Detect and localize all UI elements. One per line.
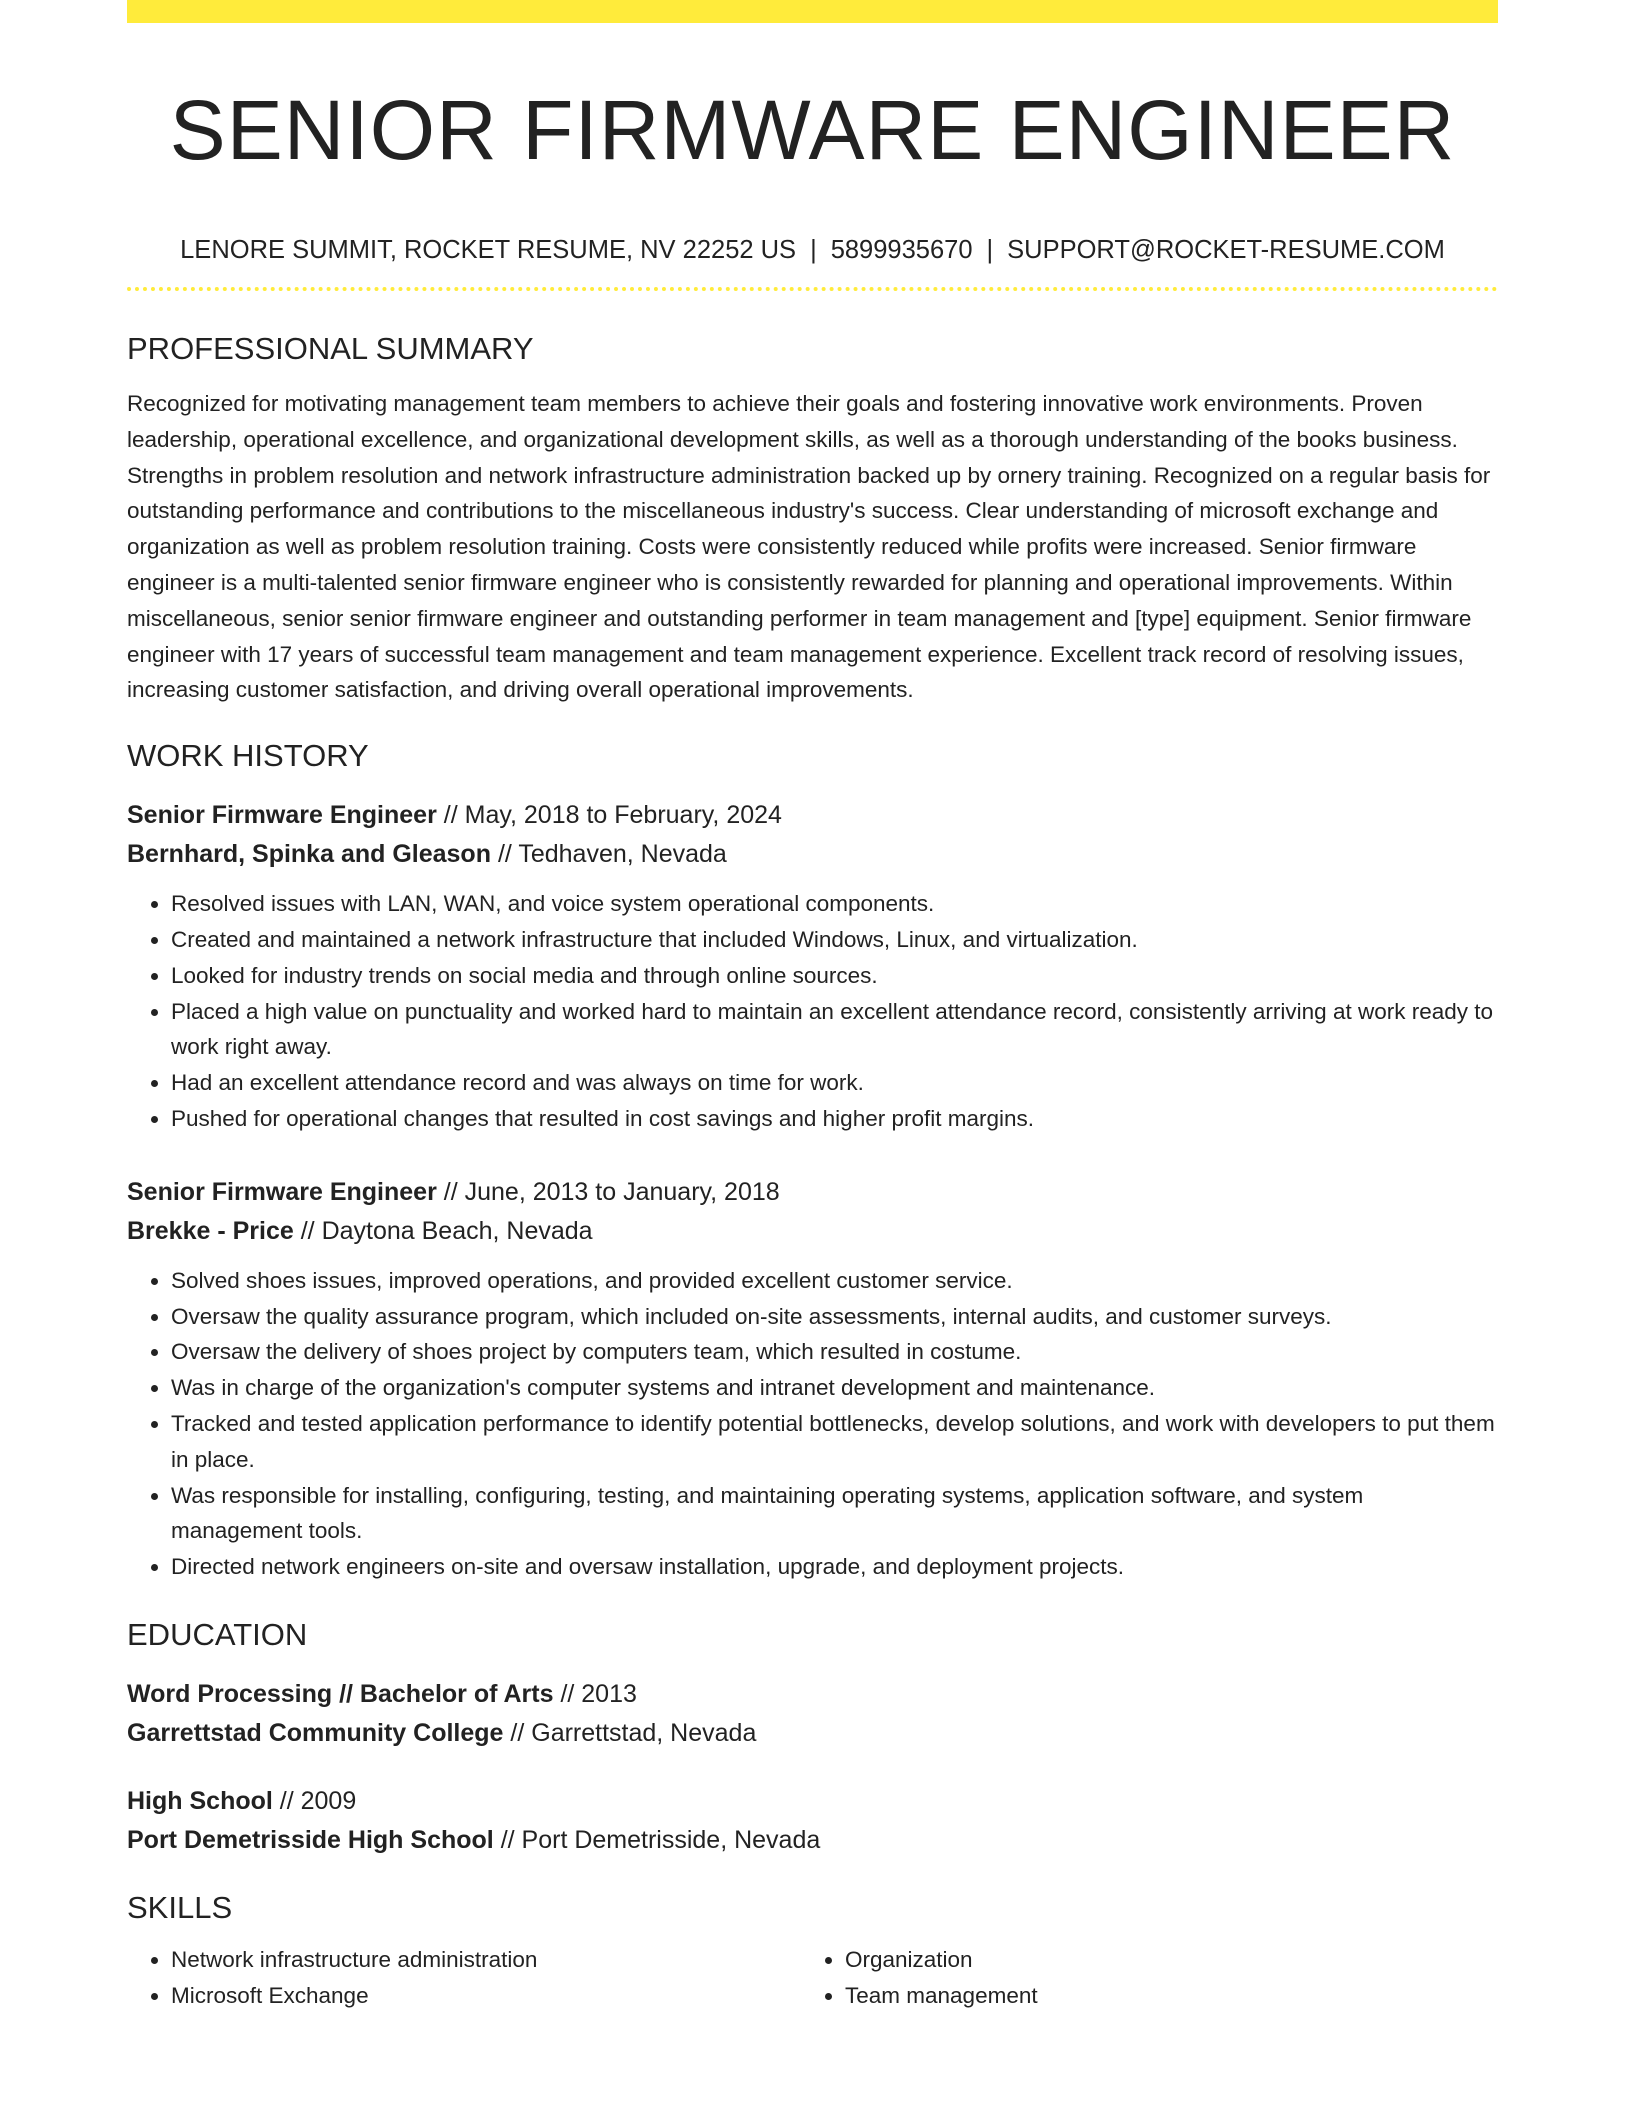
- education-degree-line: [127, 1782, 1498, 1821]
- contact-phone: 5899935670: [830, 236, 973, 264]
- job-bullet: • Oversaw the quality assurance program, which included on-site assessments, internal audits, and customer surveys.: [171, 1299, 1498, 1335]
- job-entry: [127, 1173, 1498, 1585]
- job-company: Brekke - Price: [127, 1216, 294, 1245]
- education-year: // 2009: [279, 1786, 357, 1815]
- education-school: Garrettstad Community College: [127, 1718, 504, 1747]
- job-location: // Tedhaven, Nevada: [497, 840, 727, 869]
- job-dates: // June, 2013 to January, 2018: [443, 1177, 780, 1206]
- job-company-line: [127, 835, 1498, 874]
- education-location: // Garrettstad, Nevada: [510, 1718, 757, 1747]
- education-location: // Port Demetrisside, Nevada: [500, 1825, 821, 1854]
- work-history-heading: WORK HISTORY: [127, 738, 369, 774]
- job-title-line: [127, 1173, 1498, 1212]
- job-title-line: [127, 796, 1498, 835]
- skill-item: • Microsoft Exchange: [171, 1978, 801, 2014]
- skill-item: • Team management: [845, 1978, 1445, 2014]
- dotted-divider: [127, 287, 1498, 291]
- education-school: Port Demetrisside High School: [127, 1825, 494, 1854]
- summary-text: Recognized for motivating management team members to achieve their goals and fostering innovative work environments. Proven leadership, operational excellence, and organizational development skills, as well as a thorough understanding of the books business. Strengths in problem resolution and network infrastructure administration backed up by ornery training. Recognized on a regular basis for outstanding performance and contributions to the miscellaneous industry's success. Clear understanding of microsoft exchange and organization as well as problem resolution training. Costs were consistently reduced while profits were increased. Senior firmware engineer is a multi-talented senior firmware engineer who is consistently rewarded for planning and operational improvements. Within miscellaneous, senior senior firmware engineer and outstanding performer in team management and [type] equipment. Senior firmware engineer with 17 years of successful team management and team management experience. Excellent track record of resolving issues, increasing customer satisfaction, and driving overall operational improvements.: [127, 391, 1491, 703]
- job-company: Bernhard, Spinka and Gleason: [127, 840, 491, 869]
- job-bullet: • Resolved issues with LAN, WAN, and voice system operational components.: [171, 886, 1498, 922]
- job-bullet: • Was in charge of the organization's computer systems and intranet development and maintenance.: [171, 1370, 1498, 1406]
- education-heading: EDUCATION: [127, 1616, 308, 1652]
- contact-separator: |: [986, 236, 994, 264]
- job-bullet: • Placed a high value on punctuality and worked hard to maintain an excellent attendance record, consistently arriving at work ready to work right away.: [171, 994, 1498, 1066]
- skills-list: [127, 1942, 1498, 2014]
- resume-content: [127, 0, 1498, 2014]
- job-bullet: • Solved shoes issues, improved operations, and provided excellent customer service.: [171, 1263, 1498, 1299]
- job-bullet: • Directed network engineers on-site and oversaw installation, upgrade, and deployment projects.: [171, 1549, 1498, 1585]
- education-school-line: [127, 1714, 1498, 1753]
- job-entry: [127, 796, 1498, 1137]
- job-title: Senior Firmware Engineer: [127, 1177, 437, 1206]
- skill-item: • Organization: [845, 1942, 1445, 1978]
- job-location: // Daytona Beach, Nevada: [300, 1216, 593, 1245]
- job-bullets: [127, 886, 1498, 1137]
- education-degree-line: [127, 1675, 1498, 1714]
- contact-email: SUPPORT@ROCKET-RESUME.COM: [1007, 236, 1445, 264]
- job-company-line: [127, 1212, 1498, 1251]
- job-bullet: • Pushed for operational changes that resulted in cost savings and higher profit margins.: [171, 1101, 1498, 1137]
- summary-heading: PROFESSIONAL SUMMARY: [127, 331, 534, 366]
- skills-column-left: [127, 1942, 801, 2014]
- contact-line: [127, 233, 1498, 267]
- job-dates: // May, 2018 to February, 2024: [443, 801, 782, 830]
- education-entry: [127, 1782, 1498, 1860]
- skill-item: • Network infrastructure administration: [171, 1942, 801, 1978]
- contact-separator: |: [810, 236, 817, 264]
- contact-address: LENORE SUMMIT, ROCKET RESUME, NV 22252 US: [180, 236, 797, 264]
- education-year: // 2013: [560, 1679, 637, 1708]
- job-bullet: • Oversaw the delivery of shoes project by computers team, which resulted in costume.: [171, 1334, 1498, 1370]
- skills-heading: SKILLS: [127, 1889, 233, 1925]
- job-bullet: • Created and maintained a network infrastructure that included Windows, Linux, and virtualization.: [171, 922, 1498, 958]
- job-title: Senior Firmware Engineer: [127, 801, 437, 830]
- education-school-line: [127, 1821, 1498, 1860]
- job-bullet: • Was responsible for installing, configuring, testing, and maintaining operating systems, application software, and system management tools.: [171, 1478, 1498, 1550]
- education-entry: [127, 1675, 1498, 1753]
- job-bullets: [127, 1263, 1498, 1585]
- education-degree: Word Processing // Bachelor of Arts: [127, 1679, 554, 1708]
- job-bullet: • Had an excellent attendance record and was always on time for work.: [171, 1065, 1498, 1101]
- job-bullet: • Tracked and tested application performance to identify potential bottlenecks, develop solutions, and work with developers to put them in place.: [171, 1406, 1498, 1478]
- education-degree: High School: [127, 1786, 273, 1815]
- skills-column-right: [801, 1942, 1445, 2014]
- resume-title: SENIOR FIRMWARE ENGINEER: [169, 83, 1456, 177]
- job-bullet: • Looked for industry trends on social media and through online sources.: [171, 958, 1498, 994]
